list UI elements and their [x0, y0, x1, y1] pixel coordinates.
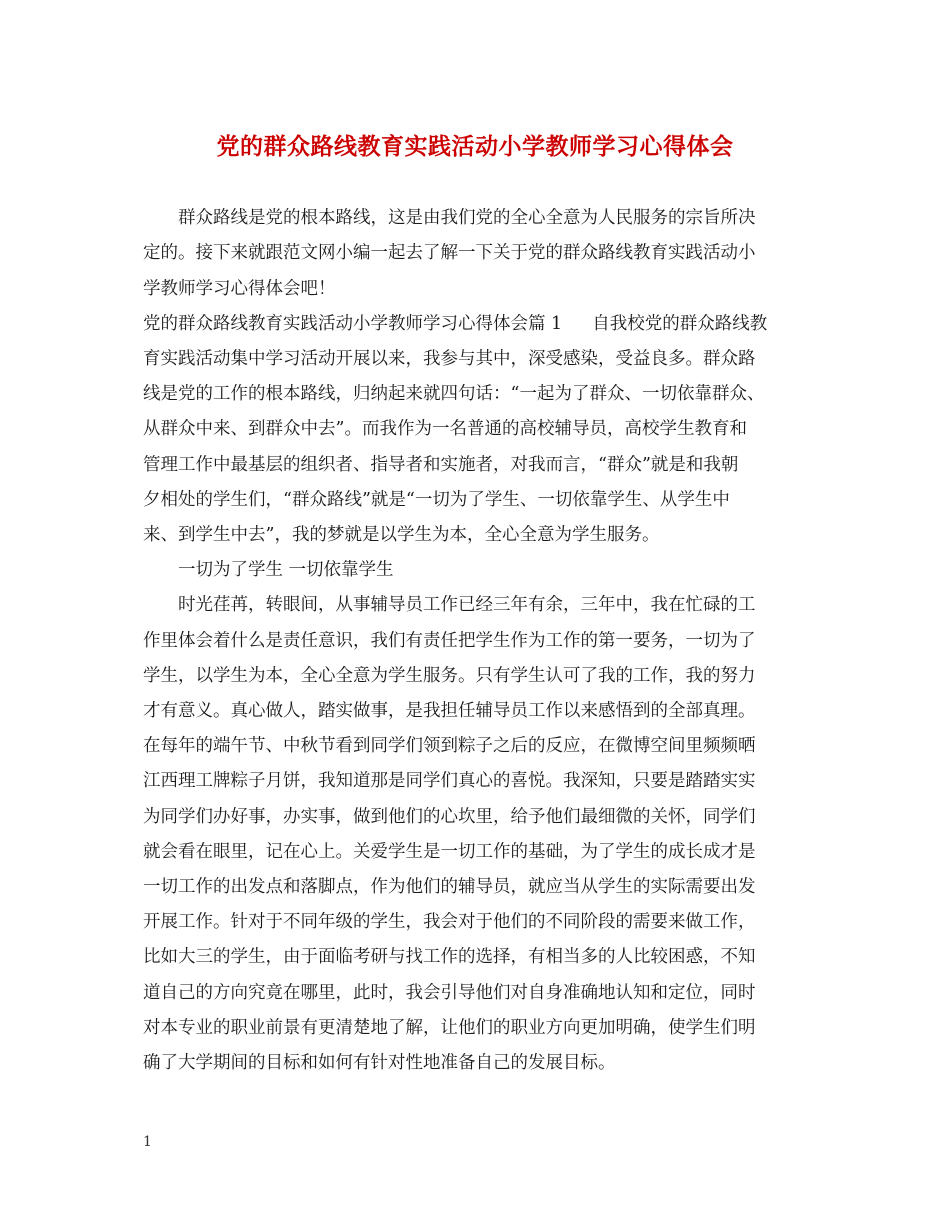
subheading: 一切为了学生 一切依靠学生	[178, 560, 394, 580]
paragraph-line: 育实践活动集中学习活动开展以来，我参与其中，深受感染，受益良多。群众路	[143, 349, 756, 369]
paragraph-line: 来、到学生中去”，我的梦就是以学生为本，全心全意为学生服务。	[143, 525, 660, 545]
paragraph-line: 时光荏苒，转眼间，从事辅导员工作已经三年有余，三年中，我在忙碌的工	[178, 595, 756, 615]
paragraph-line: 比如大三的学生，由于面临考研与找工作的选择，有相当多的人比较困惑，不知	[143, 947, 756, 967]
paragraph-line: 道自己的方向究竟在哪里，此时，我会引导他们对自身准确地认知和定位，同时	[143, 983, 756, 1003]
paragraph-line: 对本专业的职业前景有更清楚地了解，让他们的职业方向更加明确，使学生们明	[143, 1018, 756, 1038]
paragraph-line: 学生，以学生为本，全心全意为学生服务。只有学生认可了我的工作，我的努力	[143, 666, 756, 686]
section-heading: 党的群众路线教育实践活动小学教师学习心得体会篇 1	[143, 314, 563, 334]
paragraph-line: 从群众中来、到群众中去”。而我作为一名普通的高校辅导员，高校学生教育和	[143, 419, 747, 439]
paragraph-line: 才有意义。真心做人，踏实做事，是我担任辅导员工作以来感悟到的全部真理。	[143, 701, 756, 721]
paragraph-line: 作里体会着什么是责任意识，我们有责任把学生作为工作的第一要务，一切为了	[143, 631, 756, 651]
paragraph-line: 开展工作。针对于不同年级的学生，我会对于他们的不同阶段的需要来做工作，	[143, 912, 756, 932]
paragraph-line: 线是党的工作的根本路线，归纳起来就四句话：“一起为了群众、一切依靠群众、	[143, 384, 765, 404]
paragraph-line: 定的。接下来就跟范文网小编一起去了解一下关于党的群众路线教育实践活动小	[143, 243, 756, 263]
paragraph-line: 为同学们办好事，办实事，做到他们的心坎里，给予他们最细微的关怀，同学们	[143, 807, 756, 827]
paragraph-line: 江西理工牌粽子月饼，我知道那是同学们真心的喜悦。我深知，只要是踏踏实实	[143, 771, 756, 791]
paragraph-line: 群众路线是党的根本路线，这是由我们党的全心全意为人民服务的宗旨所决	[178, 208, 756, 228]
paragraph-line: 管理工作中最基层的组织者、指导者和实施者，对我而言，“群众”就是和我朝	[143, 455, 739, 475]
paragraph-line: 学教师学习心得体会吧！	[143, 279, 336, 299]
paragraph-line: 就会看在眼里，记在心上。关爱学生是一切工作的基础，为了学生的成长成才是	[143, 842, 756, 862]
paragraph-line	[143, 311, 767, 337]
document-title: 党的群众路线教育实践活动小学教师学习心得体会	[216, 133, 734, 160]
paragraph-line: 在每年的端午节、中秋节看到同学们领到粽子之后的反应，在微博空间里频频晒	[143, 736, 756, 756]
paragraph-line: 夕相处的学生们，“群众路线”就是“一切为了学生、一切依靠学生、从学生中	[143, 490, 730, 510]
paragraph-line: 一切工作的出发点和落脚点，作为他们的辅导员，就应当从学生的实际需要出发	[143, 877, 756, 897]
paragraph-text: 自我校党的群众路线教	[592, 314, 768, 334]
page-number: 1	[143, 1134, 152, 1150]
paragraph-line: 确了大学期间的目标和如何有针对性地准备自己的发展目标。	[143, 1053, 616, 1073]
